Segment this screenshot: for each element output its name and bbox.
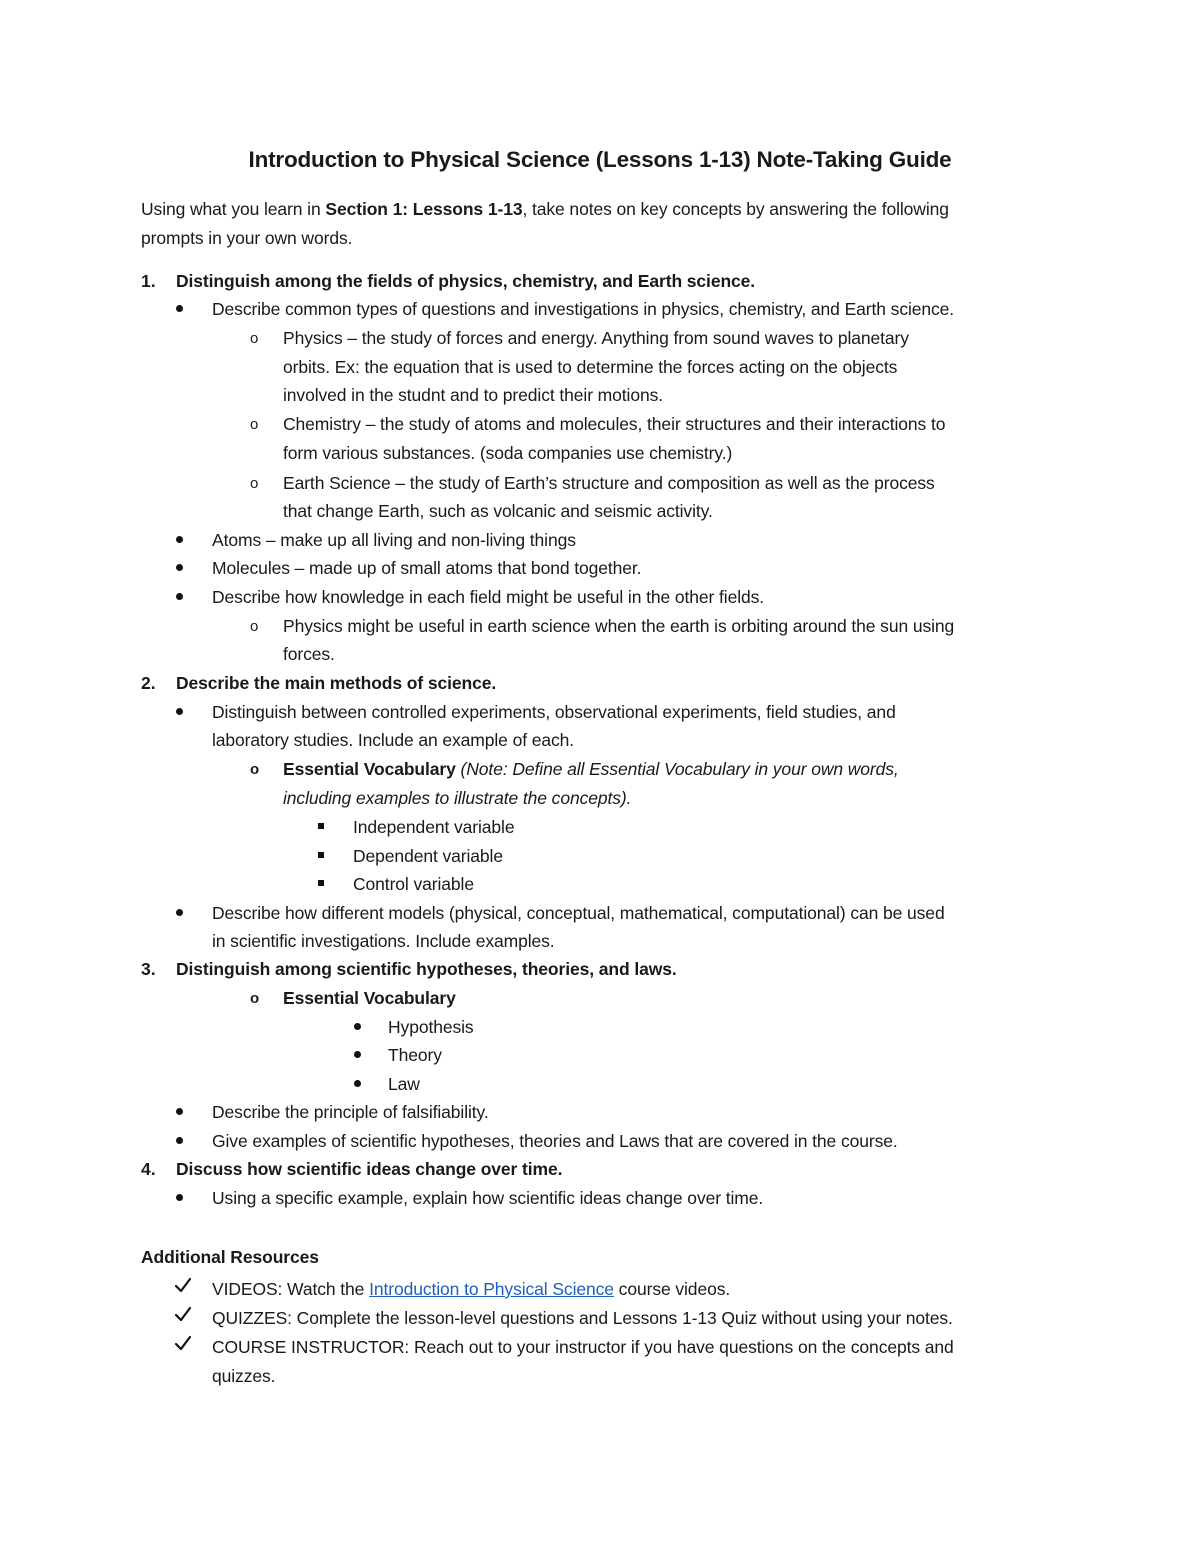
section-2-number: 2.: [141, 673, 156, 693]
bullet-icon: [354, 1051, 361, 1058]
hollow-bullet-icon: o: [250, 990, 260, 1007]
s3-bullet-falsifiability: Describe the principle of falsifiability.: [212, 1102, 489, 1122]
videos-text: VIDEOS: Watch the: [212, 1279, 370, 1299]
resource-quizzes: QUIZZES: Complete the lesson-level questions and Lessons 1-13 Quiz without using your notes.: [212, 1308, 953, 1328]
vocab-item-dependent: Dependent variable: [353, 846, 503, 866]
intro-line-1: [141, 195, 949, 224]
checkmark-icon: [174, 1277, 192, 1295]
s1-chemistry-line-1: Chemistry – the study of atoms and molecules, their structures and their interactions to: [283, 414, 946, 434]
bullet-icon: [176, 909, 183, 916]
s2-bullet-1-line-2: laboratory studies. Include an example of each.: [212, 730, 575, 750]
bullet-icon: [176, 708, 183, 715]
course-videos-link[interactable]: Introduction to Physical Science: [369, 1279, 614, 1299]
vocab-item-theory: Theory: [388, 1045, 442, 1065]
vocab-item-law: Law: [388, 1074, 420, 1094]
checkmark-icon: [174, 1306, 192, 1324]
section-3-heading: Distinguish among scientific hypotheses, theories, and laws.: [176, 959, 677, 979]
bullet-icon: [176, 1137, 183, 1144]
s2-bullet-2-line-2: in scientific investigations. Include examples.: [212, 931, 555, 951]
bullet-icon: [176, 1108, 183, 1115]
page-title: Introduction to Physical Science (Lessons 1-13) Note-Taking Guide: [248, 147, 952, 172]
bullet-icon: [176, 564, 183, 571]
resource-instructor-line-2: quizzes.: [212, 1366, 276, 1386]
square-bullet-icon: [318, 823, 324, 829]
s2-bullet-2-line-1: Describe how different models (physical, conceptual, mathematical, computational) can be used: [212, 903, 945, 923]
hollow-bullet-icon: o: [250, 618, 259, 635]
bullet-icon: [176, 593, 183, 600]
resource-instructor-line-1: COURSE INSTRUCTOR: Reach out to your instructor if you have questions on the concepts and: [212, 1337, 954, 1357]
hollow-bullet-icon: o: [250, 475, 259, 492]
intro-text: Using what you learn in: [141, 199, 326, 219]
vocab-item-hypothesis: Hypothesis: [388, 1017, 474, 1037]
hollow-bullet-icon: o: [250, 416, 259, 433]
s2-vocab-line-2: including examples to illustrate the concepts).: [283, 788, 632, 808]
s1-physics-line-2: orbits. Ex: the equation that is used to determine the forces acting on the objects: [283, 357, 898, 377]
bullet-icon: [176, 305, 183, 312]
vocab-label: Essential Vocabulary: [283, 759, 456, 779]
hollow-bullet-icon: o: [250, 330, 259, 347]
vocab-item-control: Control variable: [353, 874, 474, 894]
s1-bullet-useful: Describe how knowledge in each field might be useful in the other fields.: [212, 587, 765, 607]
s1-molecules: Molecules – made up of small atoms that bond together.: [212, 558, 642, 578]
square-bullet-icon: [318, 880, 324, 886]
intro-line-2: prompts in your own words.: [141, 228, 353, 248]
section-2-heading: Describe the main methods of science.: [176, 673, 497, 693]
s3-bullet-examples: Give examples of scientific hypotheses, theories and Laws that are covered in the course.: [212, 1131, 898, 1151]
bullet-icon: [176, 536, 183, 543]
s1-bullet-questions: Describe common types of questions and investigations in physics, chemistry, and Earth science.: [212, 299, 955, 319]
s1-useful-line-2: forces.: [283, 644, 335, 664]
section-4-number: 4.: [141, 1159, 156, 1179]
s1-atoms: Atoms – make up all living and non-living things: [212, 530, 576, 550]
bullet-icon: [354, 1080, 361, 1087]
section-3-number: 3.: [141, 959, 156, 979]
bullet-icon: [354, 1023, 361, 1030]
hollow-bullet-icon: o: [250, 761, 260, 778]
vocab-note: (Note: Define all Essential Vocabulary in your own words,: [460, 759, 899, 779]
s1-physics-line-1: Physics – the study of forces and energy. Anything from sound waves to planetary: [283, 328, 909, 348]
section-1-number: 1.: [141, 271, 156, 291]
s2-vocab-line-1: [283, 755, 899, 784]
section-1-heading: Distinguish among the fields of physics, chemistry, and Earth science.: [176, 271, 756, 291]
s1-chemistry-line-2: form various substances. (soda companies use chemistry.): [283, 443, 733, 463]
s1-useful-line-1: Physics might be useful in earth science when the earth is orbiting around the sun using: [283, 616, 955, 636]
s4-bullet-example: Using a specific example, explain how scientific ideas change over time.: [212, 1188, 764, 1208]
square-bullet-icon: [318, 852, 324, 858]
vocab-item-independent: Independent variable: [353, 817, 515, 837]
s1-physics-line-3: involved in the studnt and to predict their motions.: [283, 385, 664, 405]
s1-earth-line-1: Earth Science – the study of Earth’s structure and composition as well as the process: [283, 473, 935, 493]
section-4-heading: Discuss how scientific ideas change over time.: [176, 1159, 563, 1179]
resource-videos: [212, 1275, 730, 1304]
intro-emphasis: Section 1: Lessons 1-13: [325, 199, 523, 219]
resources-heading: Additional Resources: [141, 1247, 319, 1267]
videos-text-rest: course videos.: [613, 1279, 731, 1299]
s3-vocab-label: Essential Vocabulary: [283, 988, 456, 1008]
s2-bullet-1-line-1: Distinguish between controlled experiments, observational experiments, field studies, and: [212, 702, 896, 722]
intro-text-rest: , take notes on key concepts by answering the following: [522, 199, 949, 219]
s1-earth-line-2: that change Earth, such as volcanic and seismic activity.: [283, 501, 713, 521]
bullet-icon: [176, 1194, 183, 1201]
checkmark-icon: [174, 1335, 192, 1353]
